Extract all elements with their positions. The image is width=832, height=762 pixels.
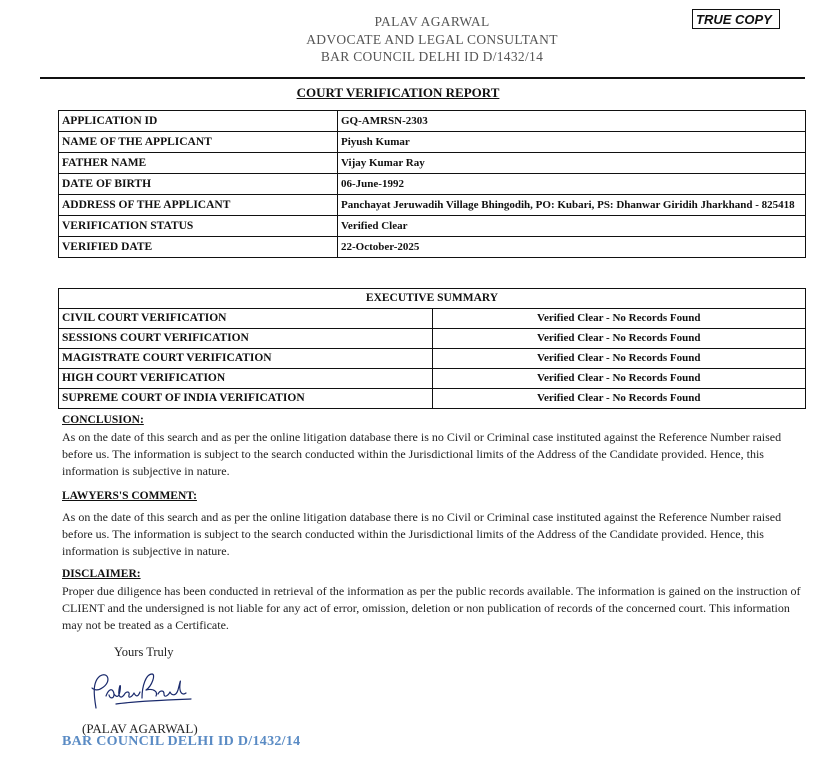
signer-name: (PALAV AGARWAL) [82, 721, 198, 736]
detail-value: 22-October-2025 [338, 237, 806, 258]
detail-label: ADDRESS OF THE APPLICANT [59, 195, 338, 216]
table-row [59, 329, 806, 349]
summary-label: CIVIL COURT VERIFICATION [59, 309, 433, 329]
applicant-details-table [58, 110, 806, 258]
summary-result: Verified Clear - No Records Found [432, 389, 806, 409]
detail-value: GQ-AMRSN-2303 [338, 111, 806, 132]
detail-value: 06-June-1992 [338, 174, 806, 195]
conclusion-title: CONCLUSION: [62, 414, 144, 426]
true-copy-stamp: TRUE COPY [692, 9, 780, 29]
table-row [59, 349, 806, 369]
table-row [59, 309, 806, 329]
detail-label: DATE OF BIRTH [59, 174, 338, 195]
detail-value: Vijay Kumar Ray [338, 153, 806, 174]
detail-label: FATHER NAME [59, 153, 338, 174]
lawyers-comment-text: As on the date of this search and as per the online litigation database there is no Civil or Criminal case instituted against the Reference Number raised before us. The information is subject to the search conducted within the Jurisdictional limits of the Address of the Candidate provided. Hence, this information is subjective in nature. [62, 510, 782, 558]
header-role: ADVOCATE AND LEGAL CONSULTANT [306, 32, 558, 47]
table-row [59, 153, 806, 174]
summary-label: SUPREME COURT OF INDIA VERIFICATION [59, 389, 433, 409]
summary-label: HIGH COURT VERIFICATION [59, 369, 433, 389]
disclaimer-text: Proper due diligence has been conducted in retrieval of the information as per the public records available. The information is gained on the instruction of CLIENT and the undersigned is not liable for any act of error, omission, deletion or non publication of records of the concerned court. This information may not be treated as a Certificate. [62, 584, 801, 632]
detail-label: NAME OF THE APPLICANT [59, 132, 338, 153]
summary-label: MAGISTRATE COURT VERIFICATION [59, 349, 433, 369]
header-divider [40, 77, 805, 79]
table-row [59, 237, 806, 258]
summary-result: Verified Clear - No Records Found [432, 369, 806, 389]
table-header-row [59, 289, 806, 309]
executive-summary-table [58, 288, 806, 409]
detail-value: Verified Clear [338, 216, 806, 237]
summary-heading: EXECUTIVE SUMMARY [59, 289, 806, 309]
closing-salutation: Yours Truly [114, 645, 174, 659]
detail-label: APPLICATION ID [59, 111, 338, 132]
detail-label: VERIFIED DATE [59, 237, 338, 258]
summary-result: Verified Clear - No Records Found [432, 329, 806, 349]
report-title: COURT VERIFICATION REPORT [296, 85, 500, 100]
conclusion-text: As on the date of this search and as per the online litigation database there is no Civil or Criminal case instituted against the Reference Number raised before us. The information is subject to the search conducted within the Jurisdictional limits of the Address of the Candidate provided. Hence, this information is subjective in nature. [62, 430, 782, 478]
detail-value: Panchayat Jeruwadih Village Bhingodih, PO: Kubari, PS: Dhanwar Giridih Jharkhand - 825418 [338, 195, 806, 216]
table-row [59, 174, 806, 195]
disclaimer-title: DISCLAIMER: [62, 568, 141, 580]
detail-value: Piyush Kumar [338, 132, 806, 153]
table-row [59, 389, 806, 409]
table-row [59, 111, 806, 132]
table-row [59, 369, 806, 389]
table-row [59, 216, 806, 237]
header-name: PALAV AGARWAL [374, 14, 490, 29]
table-row [59, 132, 806, 153]
summary-label: SESSIONS COURT VERIFICATION [59, 329, 433, 349]
summary-result: Verified Clear - No Records Found [432, 349, 806, 369]
detail-label: VERIFICATION STATUS [59, 216, 338, 237]
footer-bar-council-id: BAR COUNCIL DELHI ID D/1432/14 [62, 734, 301, 749]
lawyers-comment-title: LAWYERS'S COMMENT: [62, 490, 197, 502]
header-bar-id: BAR COUNCIL DELHI ID D/1432/14 [320, 49, 544, 64]
summary-result: Verified Clear - No Records Found [432, 309, 806, 329]
table-row [59, 195, 806, 216]
signature-image [86, 668, 196, 714]
